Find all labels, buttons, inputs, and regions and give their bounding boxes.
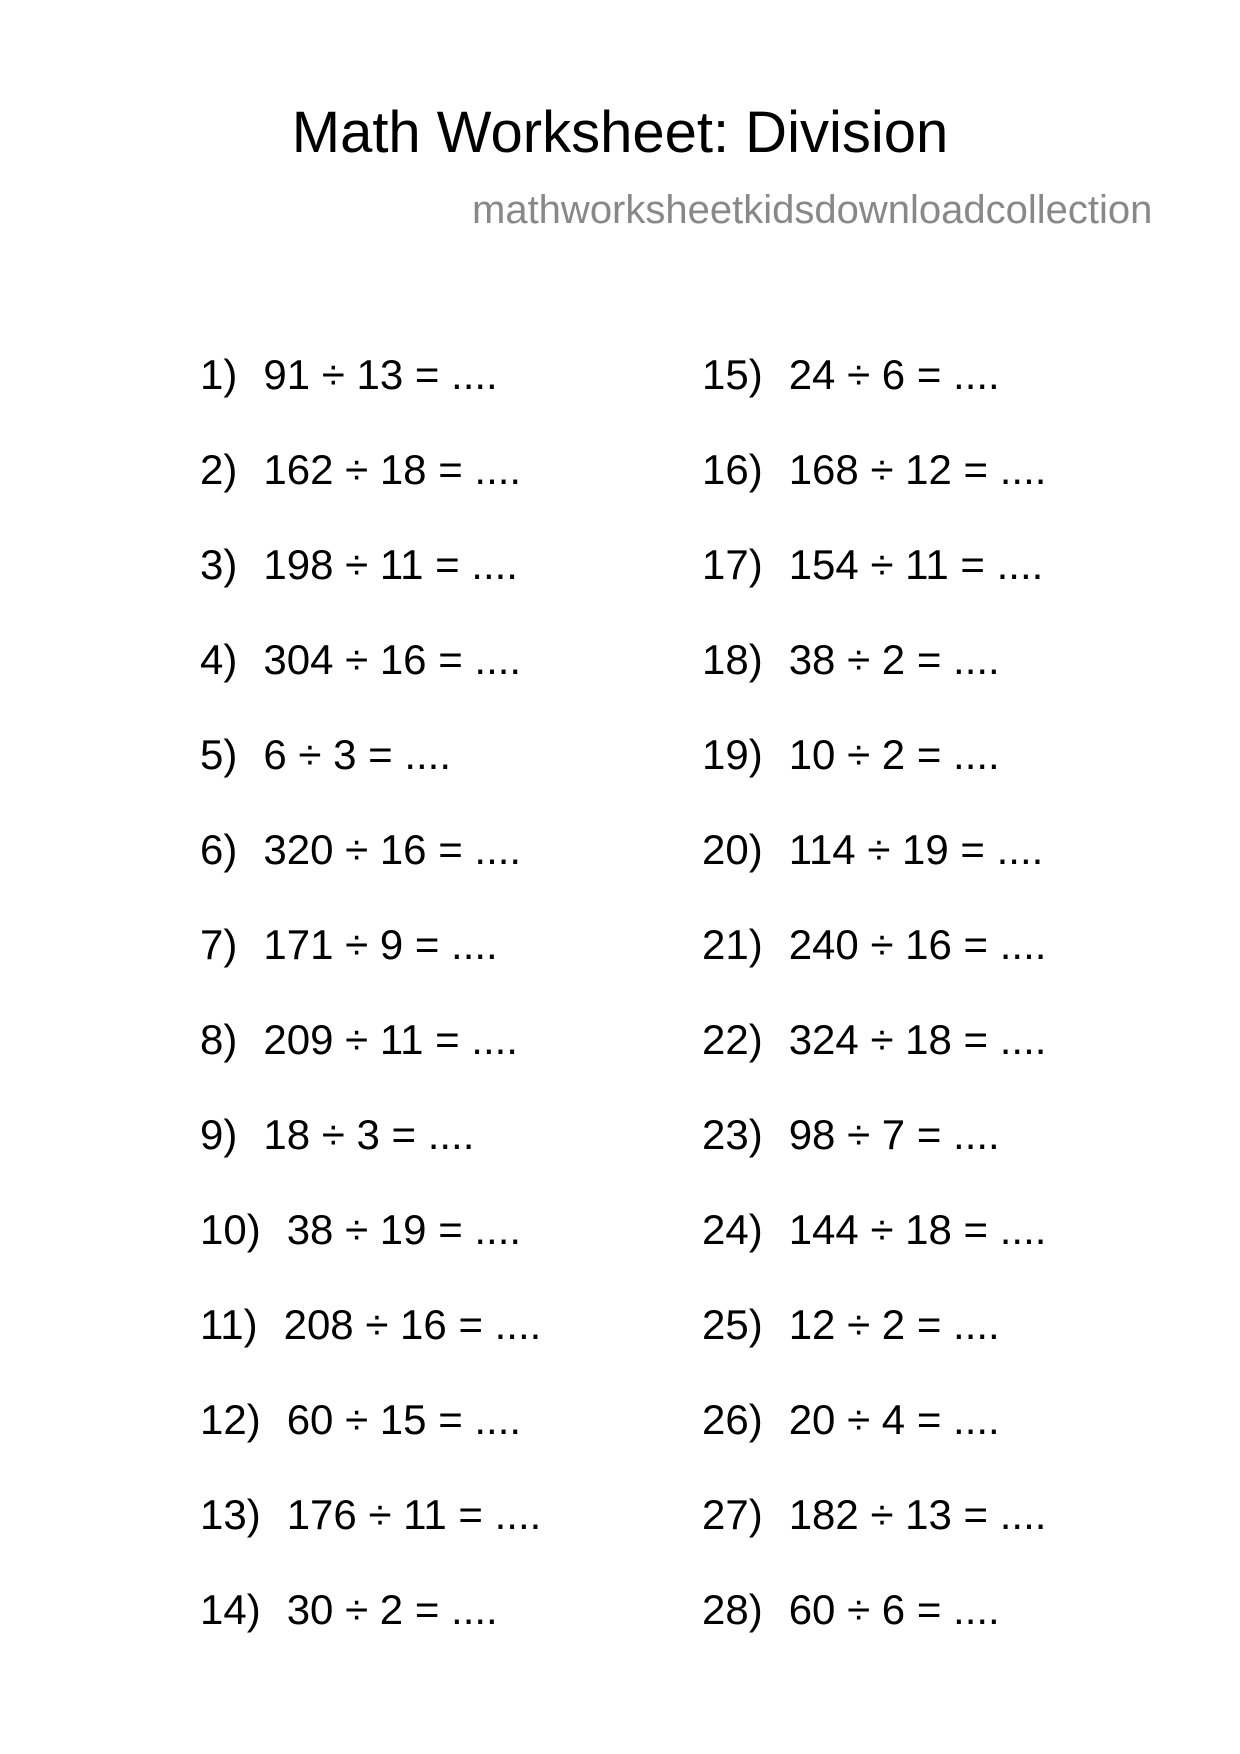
problem-number: 7) (200, 921, 238, 968)
problem-expression: 320 ÷ 16 = .... (263, 826, 522, 873)
problem-item (702, 1205, 1046, 1255)
problem-expression: 304 ÷ 16 = .... (263, 636, 522, 683)
problem-item (200, 540, 518, 590)
problem-expression: 168 ÷ 12 = .... (788, 446, 1047, 493)
problem-expression: 10 ÷ 2 = .... (788, 731, 1000, 778)
problem-item (200, 635, 521, 685)
problem-number: 23) (702, 1111, 763, 1158)
problem-expression: 91 ÷ 13 = .... (263, 351, 498, 398)
problem-item (200, 730, 451, 780)
problem-number: 1) (200, 351, 238, 398)
problem-number: 3) (200, 541, 238, 588)
problem-item (200, 1490, 541, 1540)
problem-item (702, 1300, 1000, 1350)
problem-item (200, 920, 498, 970)
problem-number: 13) (200, 1491, 261, 1538)
problem-item (200, 1110, 474, 1160)
problem-expression: 38 ÷ 19 = .... (286, 1206, 522, 1253)
problem-item (200, 1205, 521, 1255)
problem-item (702, 1015, 1046, 1065)
problem-item (702, 1490, 1046, 1540)
problem-expression: 208 ÷ 16 = .... (283, 1301, 542, 1348)
problem-number: 11) (200, 1301, 258, 1348)
problem-number: 26) (702, 1396, 763, 1443)
problem-number: 24) (702, 1206, 763, 1253)
problem-number: 21) (702, 921, 763, 968)
problem-expression: 182 ÷ 13 = .... (788, 1491, 1047, 1538)
problem-expression: 171 ÷ 9 = .... (263, 921, 498, 968)
problem-item (702, 920, 1046, 970)
problem-item (702, 540, 1043, 590)
problem-expression: 240 ÷ 16 = .... (788, 921, 1047, 968)
problem-number: 12) (200, 1396, 261, 1443)
problem-number: 5) (200, 731, 238, 778)
problem-number: 8) (200, 1016, 238, 1063)
problem-item (200, 1015, 518, 1065)
problem-expression: 198 ÷ 11 = .... (263, 541, 518, 588)
problem-item (702, 730, 1000, 780)
problem-item (702, 1585, 1000, 1635)
website-watermark: mathworksheetkidsdownloadcollection (472, 188, 1153, 232)
problem-item (200, 1395, 521, 1445)
problem-number: 17) (702, 541, 763, 588)
problem-number: 14) (200, 1586, 261, 1633)
problem-item (200, 825, 521, 875)
problem-number: 27) (702, 1491, 763, 1538)
problem-expression: 6 ÷ 3 = .... (263, 731, 452, 778)
problem-number: 6) (200, 826, 238, 873)
problem-number: 20) (702, 826, 763, 873)
problem-number: 15) (702, 351, 763, 398)
problem-expression: 60 ÷ 6 = .... (788, 1586, 1000, 1633)
problem-item (702, 825, 1043, 875)
problem-item (702, 1395, 1000, 1445)
problem-item (702, 1110, 1000, 1160)
problem-expression: 144 ÷ 18 = .... (788, 1206, 1047, 1253)
problem-expression: 24 ÷ 6 = .... (788, 351, 1000, 398)
problem-expression: 38 ÷ 2 = .... (788, 636, 1000, 683)
problem-number: 16) (702, 446, 763, 493)
problem-expression: 12 ÷ 2 = .... (788, 1301, 1000, 1348)
problem-item (702, 350, 1000, 400)
problem-expression: 162 ÷ 18 = .... (263, 446, 522, 493)
page-title: Math Worksheet: Division (291, 100, 949, 165)
problem-number: 2) (200, 446, 238, 493)
problem-expression: 18 ÷ 3 = .... (263, 1111, 475, 1158)
problem-item (702, 635, 1000, 685)
problem-number: 22) (702, 1016, 763, 1063)
problem-item (200, 350, 498, 400)
problem-number: 9) (200, 1111, 238, 1158)
problem-item (702, 445, 1046, 495)
problem-expression: 114 ÷ 19 = .... (788, 826, 1044, 873)
problem-number: 10) (200, 1206, 261, 1253)
problem-item (200, 1585, 498, 1635)
problem-number: 19) (702, 731, 763, 778)
problem-item (200, 445, 521, 495)
problem-expression: 154 ÷ 11 = .... (788, 541, 1044, 588)
problem-expression: 60 ÷ 15 = .... (286, 1396, 522, 1443)
problem-expression: 209 ÷ 11 = .... (263, 1016, 518, 1063)
problem-number: 4) (200, 636, 238, 683)
problem-expression: 20 ÷ 4 = .... (788, 1396, 1000, 1443)
problem-expression: 176 ÷ 11 = .... (286, 1491, 542, 1538)
problem-number: 25) (702, 1301, 763, 1348)
problem-expression: 324 ÷ 18 = .... (788, 1016, 1047, 1063)
problem-number: 28) (702, 1586, 763, 1633)
problem-expression: 30 ÷ 2 = .... (286, 1586, 498, 1633)
problem-number: 18) (702, 636, 763, 683)
problem-expression: 98 ÷ 7 = .... (788, 1111, 1000, 1158)
problem-item (200, 1300, 541, 1350)
